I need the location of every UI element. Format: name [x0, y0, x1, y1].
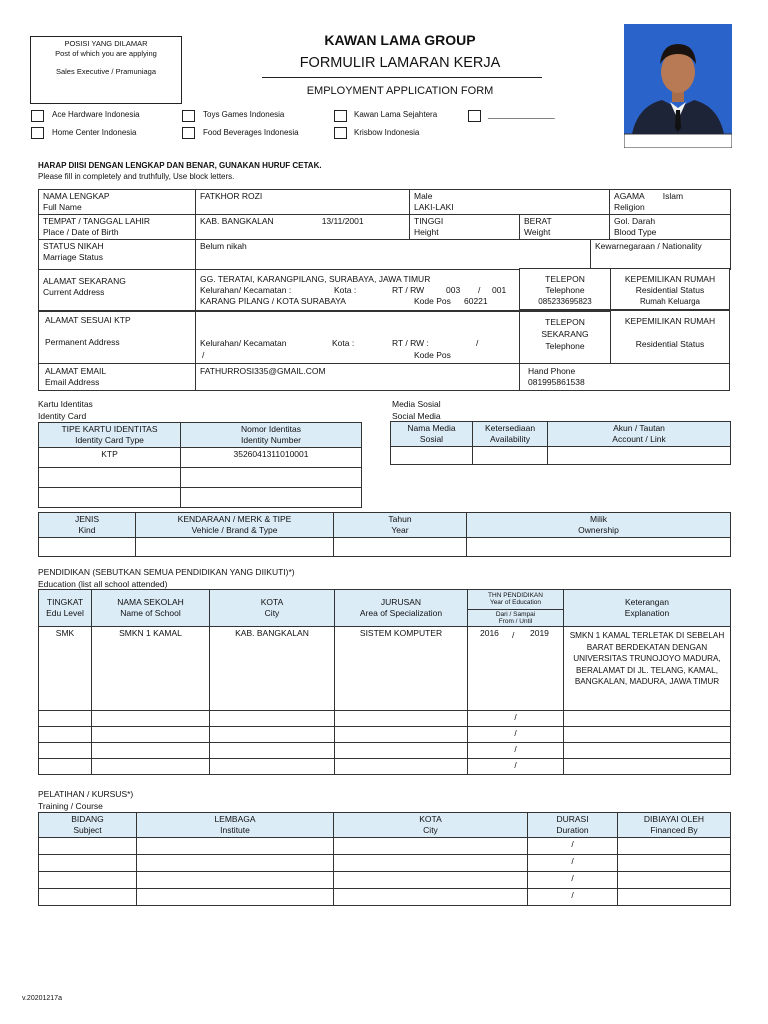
religion-value[interactable]: Islam [662, 191, 684, 201]
social-col2: Ketersediaan [484, 423, 536, 433]
phone2-box[interactable] [519, 310, 611, 364]
height-label-en: Height [414, 227, 439, 237]
company-label: Toys Games Indonesia [203, 110, 285, 119]
blood-label-en: Blood Type [614, 227, 657, 237]
training-h5: DIBIAYAI OLEH [643, 814, 705, 824]
phone-label-en: Telephone [545, 285, 585, 295]
address-rt: 003 [446, 285, 461, 295]
phone2-label2: SEKARANG [541, 329, 589, 339]
phone2-label: TELEPON [545, 317, 585, 327]
weight-label-en: Weight [524, 227, 551, 237]
edu-h2-en: Name of School [120, 608, 181, 618]
address-rtrw-label: RT / RW [392, 285, 425, 295]
training-h4: DURASI [556, 814, 589, 824]
education-title: PENDIDIKAN (SEBUTKAN SEMUA PENDIDIKAN YANG DIIKUTI)*) [38, 567, 295, 577]
weight-label: BERAT [524, 216, 552, 226]
edu-empty-cell[interactable] [210, 727, 335, 743]
edu-h2: NAMA SEKOLAH [117, 597, 184, 607]
company-label: Kawan Lama Sejahtera [354, 110, 438, 119]
identity-col2-en: Identity Number [241, 435, 301, 445]
edu-year-sep: / [512, 630, 515, 640]
training-cell[interactable] [334, 838, 528, 855]
training-cell[interactable] [334, 872, 528, 889]
ktp-addr-label-en: Permanent Address [45, 337, 120, 347]
training-duration-cell[interactable]: / [528, 889, 618, 906]
hp-value: 081995861538 [528, 377, 585, 387]
checkbox-home-center[interactable] [31, 127, 44, 139]
edu-empty-cell[interactable] [335, 727, 468, 743]
edu-empty-cell[interactable] [92, 727, 210, 743]
height-label: TINGGI [414, 216, 444, 226]
vehicle-col1-en: Kind [78, 525, 96, 535]
position-box [30, 36, 182, 104]
ktp-addr-label-cell [38, 310, 196, 364]
training-cell[interactable] [137, 872, 334, 889]
training-duration-cell[interactable]: / [528, 838, 618, 855]
phone-value: 085233695823 [538, 297, 592, 306]
identity-number-cell[interactable] [181, 488, 362, 508]
fullname-text: FATKHOR ROZI [200, 191, 263, 201]
checkbox-ace-hardware[interactable] [31, 110, 44, 122]
phone2-label-en: Telephone [545, 341, 585, 351]
vehicle-brand-cell[interactable] [136, 538, 334, 557]
vehicle-col4: Milik [590, 514, 607, 524]
address-kodepos: 60221 [464, 296, 488, 306]
edu-h3-en: City [264, 608, 280, 618]
social-col1: Nama Media [407, 423, 456, 433]
training-cell[interactable] [334, 855, 528, 872]
birth-date: 13/11/2001 [321, 216, 364, 226]
blood-label: Gol. Darah [614, 216, 656, 226]
identity-col1: TIPE KARTU IDENTITAS [61, 424, 158, 434]
address-line1: GG. TERATAI, KARANGPILANG, SURABAYA, JAWA TIMUR [200, 274, 431, 284]
edu-level-cell[interactable]: SMK [39, 627, 92, 711]
birth-place: KAB. BANGKALAN [200, 216, 274, 226]
company-label: Food Beverages Indonesia [203, 128, 299, 137]
address-label-en: Current Address [43, 287, 105, 297]
hp-label: Hand Phone [528, 366, 576, 376]
instructions-en: Please fill in completely and truthfully, Use block letters. [38, 172, 235, 181]
social-title-en: Social Media [392, 411, 441, 421]
company-other-blank[interactable]: _______________ [488, 110, 555, 119]
training-h5-en: Financed By [650, 825, 698, 835]
marital-text: Belum nikah [200, 241, 247, 251]
checkbox-toys-games[interactable] [182, 110, 195, 122]
education-table [38, 589, 731, 775]
training-h1-en: Subject [73, 825, 102, 835]
company-title: KAWAN LAMA GROUP [324, 32, 476, 48]
version-label: v.20201217a [22, 995, 62, 1002]
company-label: Home Center Indonesia [52, 128, 137, 137]
social-media-cell[interactable] [391, 447, 473, 465]
edu-h5d: From / Until [498, 618, 533, 625]
religion-label-en: Religion [614, 202, 645, 212]
company-label: Ace Hardware Indonesia [52, 110, 140, 119]
edu-h1-en: Edu Level [46, 608, 84, 618]
birth-label: TEMPAT / TANGGAL LAHIR [43, 216, 151, 226]
nationality-cell[interactable] [591, 240, 731, 270]
training-table [38, 812, 731, 906]
identity-section-title [38, 398, 93, 422]
marital-label: STATUS NIKAH [43, 241, 104, 251]
company-label: Krisbow Indonesia [354, 128, 420, 137]
edu-year-from: 2016 [480, 628, 499, 638]
gender-id-text: LAKI-LAKI [414, 202, 454, 212]
home-label-en: Residential Status [635, 285, 705, 295]
fullname-label-en: Full Name [43, 202, 82, 212]
ktp-kota-label: Kota : [332, 338, 355, 348]
training-cell[interactable] [618, 889, 731, 906]
email-label-en: Email Address [45, 377, 100, 387]
gender-cell[interactable] [410, 190, 610, 215]
training-cell[interactable] [39, 855, 137, 872]
applicant-photo [624, 24, 732, 148]
ktp-slash2: / [202, 350, 205, 360]
ktp-addr-label: ALAMAT SESUAI KTP [45, 315, 131, 325]
handphone-cell[interactable] [519, 363, 730, 391]
email-label-cell [38, 363, 196, 391]
identity-type-cell[interactable]: KTP [39, 448, 181, 468]
vehicle-col2-en: Vehicle / Brand & Type [191, 525, 278, 535]
identity-number-cell[interactable]: 3526041311010001 [181, 448, 362, 468]
address-label: ALAMAT SEKARANG [43, 276, 126, 286]
vehicle-table [38, 512, 731, 557]
home-status-box[interactable] [610, 268, 730, 310]
fullname-value[interactable] [196, 190, 410, 215]
training-h2: LEMBAGA [214, 814, 256, 824]
address-kel-label: Kelurahan/ Kecamatan : [200, 285, 292, 295]
identity-col2: Nomor Identitas [241, 424, 301, 434]
training-duration-cell[interactable]: / [528, 872, 618, 889]
phone-label: TELEPON [545, 274, 585, 284]
identity-number-cell[interactable] [181, 468, 362, 488]
checkbox-kawan-lama-sejahtera[interactable] [334, 110, 347, 122]
religion-label: AGAMA [614, 191, 645, 201]
home2-box[interactable] [610, 310, 730, 364]
home2-label-en: Residential Status [635, 339, 705, 349]
training-h4-en: Duration [556, 825, 589, 835]
gender-text: Male [414, 191, 433, 201]
checkbox-other-company[interactable] [468, 110, 481, 122]
edu-empty-cell[interactable] [335, 711, 468, 727]
edu-year-to: 2019 [530, 628, 549, 638]
vehicle-col2: KENDARAAN / MERK & TIPE [177, 514, 292, 524]
training-cell[interactable] [39, 889, 137, 906]
edu-empty-cell[interactable] [210, 711, 335, 727]
edu-empty-cell[interactable] [564, 727, 731, 743]
email-text: FATHURROSI335@GMAIL.COM [200, 366, 326, 376]
edu-h1: TINGKAT [46, 597, 84, 607]
vehicle-year-cell[interactable] [334, 538, 467, 557]
home-label: KEPEMILIKAN RUMAH [624, 274, 716, 284]
edu-h6: Keterangan [625, 597, 669, 607]
social-col2-en: Availability [489, 434, 530, 444]
training-h1: BIDANG [71, 814, 104, 824]
social-table [390, 421, 731, 465]
social-availability-cell[interactable] [473, 447, 548, 465]
social-title: Media Sosial [392, 399, 441, 409]
form-title-en: EMPLOYMENT APPLICATION FORM [306, 85, 494, 97]
birth-value[interactable] [196, 215, 410, 240]
edu-h6-en: Explanation [624, 608, 670, 618]
address-kodepos-label: Kode Pos [414, 296, 451, 306]
edu-empty-cell[interactable] [564, 759, 731, 775]
checkbox-krisbow[interactable] [334, 127, 347, 139]
edu-city-cell[interactable]: KAB. BANGKALAN [210, 627, 335, 711]
training-cell[interactable] [137, 838, 334, 855]
edu-empty-cell[interactable] [335, 743, 468, 759]
ktp-slash: / [476, 338, 479, 348]
marital-value[interactable] [196, 240, 591, 270]
address-kota-label: Kota : [334, 285, 357, 295]
social-col1-en: Sosial [419, 434, 444, 444]
title-divider [262, 77, 542, 78]
edu-empty-cell[interactable] [92, 711, 210, 727]
edu-empty-cell[interactable] [92, 743, 210, 759]
position-subtitle: Post of which you are applying [55, 49, 157, 58]
marital-label-en: Marriage Status [43, 252, 103, 262]
edu-empty-cell[interactable] [39, 711, 92, 727]
ktp-kel-label: Kelurahan/ Kecamatan [200, 338, 287, 348]
edu-h5c: Dari / Sampai [495, 610, 536, 618]
edu-h4: JURUSAN [380, 597, 422, 607]
training-cell[interactable] [137, 889, 334, 906]
edu-empty-cell[interactable] [39, 743, 92, 759]
address-rw: 001 [492, 285, 507, 295]
edu-empty-year[interactable]: / [468, 759, 564, 775]
home2-label: KEPEMILIKAN RUMAH [624, 316, 716, 326]
training-cell[interactable] [618, 872, 731, 889]
identity-title-en: Identity Card [38, 411, 87, 421]
identity-title: Kartu Identitas [38, 399, 93, 409]
email-value[interactable] [195, 363, 520, 391]
training-title-en: Training / Course [38, 801, 103, 811]
fullname-label: NAMA LENGKAP [43, 191, 110, 201]
edu-empty-cell[interactable] [210, 743, 335, 759]
form-title: FORMULIR LAMARAN KERJA [299, 55, 501, 71]
identity-col1-en: Identity Card Type [75, 435, 144, 445]
edu-empty-cell[interactable] [335, 759, 468, 775]
email-label: ALAMAT EMAIL [45, 366, 107, 376]
edu-empty-cell[interactable] [39, 727, 92, 743]
identity-type-cell[interactable] [39, 468, 181, 488]
vehicle-col1: JENIS [74, 514, 100, 524]
home-value: Rumah Keluarga [639, 297, 701, 306]
position-value[interactable]: Sales Executive / Pramuniaga [55, 67, 157, 76]
edu-empty-year[interactable]: / [468, 711, 564, 727]
edu-empty-cell[interactable] [39, 759, 92, 775]
address-line3: KARANG PILANG / KOTA SURABAYA [200, 296, 346, 306]
phone-box[interactable] [519, 268, 611, 310]
edu-empty-cell[interactable] [210, 759, 335, 775]
vehicle-kind-cell[interactable] [39, 538, 136, 557]
birth-label-en: Place / Date of Birth [43, 227, 119, 237]
training-cell[interactable] [39, 872, 137, 889]
instructions-id: HARAP DIISI DENGAN LENGKAP DAN BENAR, GUNAKAN HURUF CETAK. [38, 161, 322, 170]
social-link-cell[interactable] [548, 447, 731, 465]
vehicle-ownership-cell[interactable] [467, 538, 731, 557]
social-col3: Akun / Tautan [613, 423, 665, 433]
edu-school-cell[interactable]: SMKN 1 KAMAL [92, 627, 210, 711]
checkbox-food-beverages[interactable] [182, 127, 195, 139]
training-cell[interactable] [39, 838, 137, 855]
edu-h4-en: Area of Specialization [359, 608, 443, 618]
edu-explanation-cell[interactable]: SMKN 1 KAMAL TERLETAK DI SEBELAH BARAT BERDEKATAN DENGAN UNIVERSITAS TRUNOJOYO MADURA, BERALAMAT DI JL. TELANG, KAMAL, BANGKALAN, MADURA, JAWA TIMUR [564, 627, 731, 711]
social-section-title [392, 398, 441, 422]
ktp-rtrw-label: RT / RW : [392, 338, 429, 348]
vehicle-col3-en: Year [391, 525, 409, 535]
nationality-label: Kewarnegaraan / Nationality [595, 241, 702, 251]
edu-empty-cell[interactable] [92, 759, 210, 775]
edu-h3: KOTA [260, 597, 284, 607]
edu-h5b: Year of Education [489, 599, 542, 606]
training-title: PELATIHAN / KURSUS*) [38, 789, 134, 799]
training-cell[interactable] [618, 838, 731, 855]
ktp-addr-value[interactable] [195, 310, 520, 364]
training-cell[interactable] [618, 855, 731, 872]
training-h3: KOTA [419, 814, 442, 824]
edu-year-cell[interactable] [468, 627, 564, 711]
training-cell[interactable] [334, 889, 528, 906]
edu-empty-cell[interactable] [564, 711, 731, 727]
edu-empty-year[interactable]: / [468, 727, 564, 743]
training-cell[interactable] [137, 855, 334, 872]
edu-empty-year[interactable]: / [468, 743, 564, 759]
ktp-kodepos-label: Kode Pos [414, 350, 451, 360]
training-h2-en: Institute [220, 825, 250, 835]
edu-empty-cell[interactable] [564, 743, 731, 759]
education-title-en: Education (list all school attended) [38, 579, 168, 589]
education-section-title [38, 566, 295, 590]
edu-h5a: THN PENDIDIKAN [488, 591, 543, 599]
social-col3-en: Account / Link [612, 434, 666, 444]
vehicle-col3: Tahun [388, 514, 412, 524]
position-title: POSISI YANG DILAMAR [64, 39, 148, 48]
training-section-title [38, 788, 133, 812]
training-duration-cell[interactable]: / [528, 855, 618, 872]
address-slash: / [478, 285, 481, 295]
training-h3-en: City [423, 825, 438, 835]
identity-table [38, 422, 362, 508]
vehicle-col4-en: Ownership [578, 525, 619, 535]
edu-major-cell[interactable]: SISTEM KOMPUTER [335, 627, 468, 711]
identity-type-cell[interactable] [39, 488, 181, 508]
